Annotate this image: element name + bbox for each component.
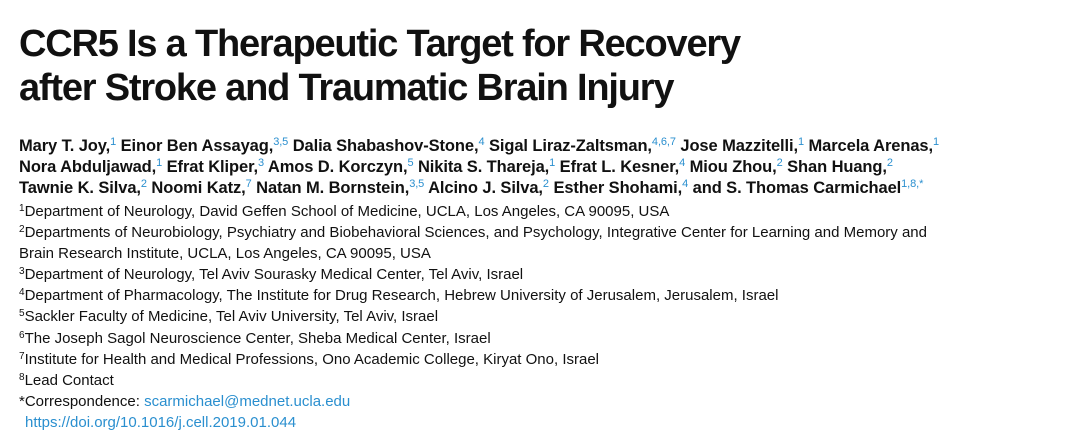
title-line-2: after Stroke and Traumatic Brain Injury: [19, 67, 674, 109]
affiliation-7: $^7$Institute for Health and Medical Professions, Ono Academic College, Kiryat Ono, Israel: [19, 350, 600, 368]
author: Mary T. Joy,$^1$: [19, 136, 117, 155]
affiliation-2: $^2$Departments of Neurobiology, Psychiatry and Biobehavioral Sciences, and Psychology, Integrative Center for Learning and Memory and: [19, 224, 927, 242]
title-line-1: CCR5 Is a Therapeutic Target for Recovery: [19, 23, 740, 65]
affiliation-list: [19, 201, 1079, 433]
author-line-1: [19, 136, 1079, 157]
affiliation-3: $^3$Department of Neurology, Tel Aviv Sourasky Medical Center, Tel Aviv, Israel: [19, 266, 524, 284]
affiliation-4: $^4$Department of Pharmacology, The Institute for Drug Research, Hebrew University of Jerusalem, Jerusalem, Israel: [19, 287, 779, 305]
affiliation-6: $^6$The Joseph Sagol Neuroscience Center, Sheba Medical Center, Israel: [19, 329, 491, 347]
author: Esther Shohami,$^4$: [553, 178, 689, 197]
correspondence-label: *Correspondence:: [19, 392, 145, 410]
author-list: [19, 136, 1079, 199]
author: Noomi Katz,$^7$: [151, 178, 252, 197]
author: Amos D. Korczyn,$^5$: [267, 157, 414, 176]
author: Nikita S. Thareja,$^1$: [417, 157, 556, 176]
author: Marcela Arenas,$^1$: [808, 136, 939, 155]
author: Shan Huang,$^2$: [787, 157, 893, 176]
author: Einor Ben Assayag,$^{3,5}$: [120, 136, 289, 155]
article-title: [19, 22, 740, 110]
author: Dalia Shabashov-Stone,$^4$: [292, 136, 485, 155]
correspondence-email-link[interactable]: scarmichael@mednet.ucla.edu: [144, 392, 351, 410]
author: Efrat L. Kesner,$^4$: [559, 157, 686, 176]
author: Jose Mazzitelli,$^1$: [680, 136, 805, 155]
author: Nora Abduljawad,$^1$: [19, 157, 163, 176]
author: Alcino J. Silva,$^2$: [428, 178, 549, 197]
author: Sigal Liraz-Zaltsman,$^{4,6,7}$: [488, 136, 676, 155]
correspondence: [19, 391, 1079, 412]
affiliation-1: $^1$Department of Neurology, David Geffen School of Medicine, UCLA, Los Angeles, CA 90095, USA: [19, 203, 670, 220]
affiliation-5: $^5$Sackler Faculty of Medicine, Tel Aviv University, Tel Aviv, Israel: [19, 308, 439, 326]
doi-link[interactable]: https://doi.org/10.1016/j.cell.2019.01.044: [25, 413, 297, 431]
author: Tawnie K. Silva,$^2$: [19, 178, 147, 197]
author: and S. Thomas Carmichael$^{1,8,*}$: [692, 178, 924, 197]
doi-line: [19, 412, 1079, 433]
author-line-2: [19, 157, 1079, 178]
author-line-3: [19, 178, 1079, 199]
lead-contact: $^8$Lead Contact: [19, 371, 114, 389]
affiliation-2-continued: Brain Research Institute, UCLA, Los Angeles, CA 90095, USA: [19, 245, 431, 263]
author: Miou Zhou,$^2$: [689, 157, 783, 176]
author: Natan M. Bornstein,$^{3,5}$: [256, 178, 425, 197]
author: Efrat Kliper,$^3$: [166, 157, 264, 176]
